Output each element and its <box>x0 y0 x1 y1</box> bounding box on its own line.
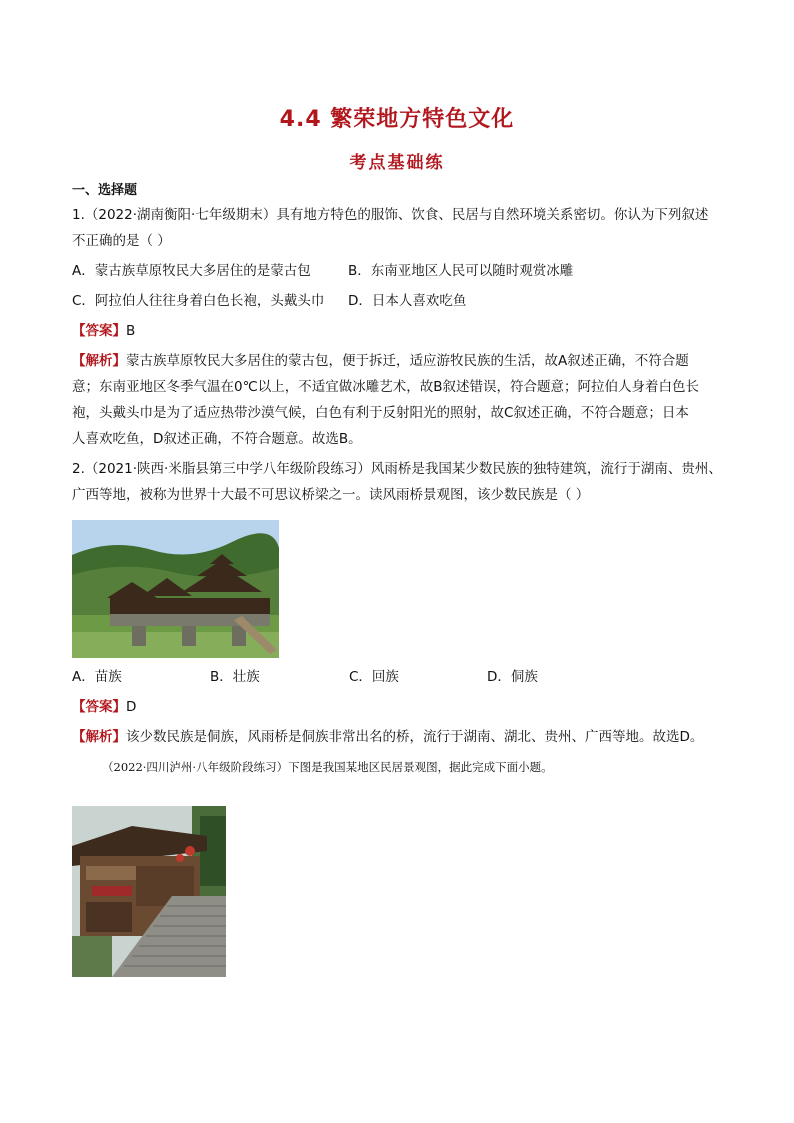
q1-stem-line2: 不正确的是（ ） <box>72 233 171 249</box>
content <box>72 180 724 977</box>
q1-answer-value: B <box>126 323 136 339</box>
dwelling-photo <box>72 806 226 977</box>
answer-tag: 【答案】 <box>72 699 126 715</box>
q2-answer-value: D <box>126 699 137 715</box>
q2-options <box>72 664 724 690</box>
q1-analysis-line1 <box>72 348 724 374</box>
q2-option-b: B．壮族 <box>210 669 260 685</box>
q3-intro: （2022·四川泸州·八年级阶段练习）下图是我国某地区民居景观图，据此完成下面小题。 <box>102 760 553 774</box>
analysis-tag: 【解析】 <box>72 729 126 745</box>
q2-stem-line2: 广西等地，被称为世界十大最不可思议桥梁之一。读风雨桥景观图，该少数民族是（ ） <box>72 487 590 503</box>
page-subtitle: 考点基础练 <box>349 153 445 173</box>
section-heading: 一、选择题 <box>72 183 138 198</box>
analysis-tag: 【解析】 <box>72 353 126 369</box>
answer-tag: 【答案】 <box>72 323 126 339</box>
q1-option-d: D．日本人喜欢吃鱼 <box>348 293 467 309</box>
q1-option-c: C．阿拉伯人往往身着白色长袍，头戴头巾 <box>72 293 325 309</box>
q2-option-c: C．回族 <box>349 669 399 685</box>
page-title: 4.4 繁荣地方特色文化 <box>279 107 515 132</box>
q2-answer <box>72 694 724 720</box>
q1-analysis-line2: 意；东南亚地区冬季气温在0℃以上，不适宜做冰雕艺术，故B叙述错误，符合题意；阿拉伯人身着白色长 <box>72 379 700 395</box>
q2-stem-line1: 2.（2021·陕西·米脂县第三中学八年级阶段练习）风雨桥是我国某少数民族的独特建筑，流行于湖南、贵州、 <box>72 461 722 477</box>
q1-options-row2 <box>72 288 724 314</box>
bridge-illustration <box>72 520 279 658</box>
q1-answer <box>72 318 724 344</box>
q2-option-a: A．苗族 <box>72 669 122 685</box>
q1-analysis-text1: 蒙古族草原牧民大多居住的蒙古包，便于拆迁，适应游牧民族的生活，故A叙述正确，不符合题 <box>126 353 689 369</box>
q1-options-row1 <box>72 258 724 284</box>
wind-rain-bridge-photo <box>72 520 279 658</box>
q2-analysis <box>72 724 724 750</box>
q1-option-b: B．东南亚地区人民可以随时观赏冰雕 <box>348 263 574 279</box>
q1-analysis-line3: 袍，头戴头巾是为了适应热带沙漠气候，白色有利于反射阳光的照射，故C叙述正确，不符合题意；日本 <box>72 405 689 421</box>
q2-option-d: D．侗族 <box>487 669 538 685</box>
q1-analysis-line4: 人喜欢吃鱼，D叙述正确，不符合题意。故选B。 <box>72 431 362 447</box>
q1-option-a: A．蒙古族草原牧民大多居住的是蒙古包 <box>72 263 311 279</box>
dwelling-illustration <box>72 806 226 977</box>
q2-analysis-text: 该少数民族是侗族，风雨桥是侗族非常出名的桥，流行于湖南、湖北、贵州、广西等地。故选D。 <box>126 729 704 745</box>
q1-stem-line1: 1.（2022·湖南衡阳·七年级期末）具有地方特色的服饰、饮食、民居与自然环境关系密切。你认为下列叙述 <box>72 207 709 223</box>
